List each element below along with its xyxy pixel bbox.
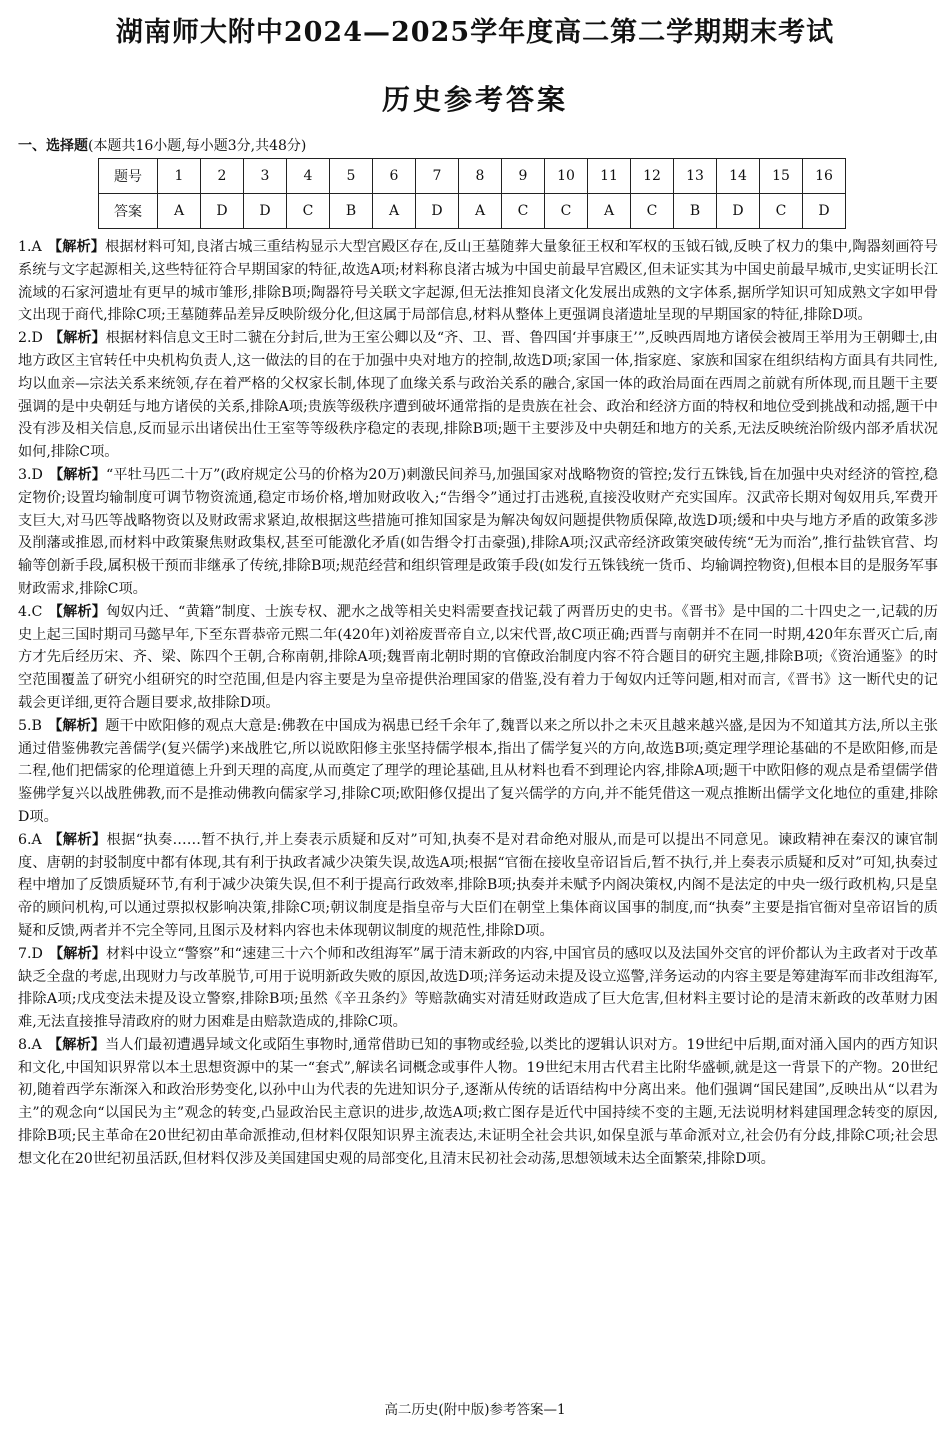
number-row-label: 题号 (99, 159, 158, 194)
answer-letter: A (588, 194, 631, 229)
analysis-tag: 【解析】 (47, 831, 107, 848)
explanation-item (18, 464, 938, 601)
analysis-tag: 【解析】 (47, 239, 106, 255)
question-number: 5 (330, 159, 373, 194)
answer-letter: B (674, 194, 717, 229)
answer-letter: D (416, 194, 459, 229)
analysis-tag: 【解析】 (47, 1036, 106, 1053)
answer-letter: D (244, 194, 287, 229)
answer-letter: C (545, 194, 588, 229)
explanation-list (18, 236, 938, 1171)
answer-table (98, 158, 846, 229)
answer-letter: B (330, 194, 373, 229)
question-number: 10 (545, 159, 588, 194)
explanation-text: 根据“执奏……暂不执行,并上奏表示质疑和反对”可知,执奏不是对君命绝对服从,而是可以提出不同意见。谏政精神在秦汉的谏官制度、唐朝的封驳制度中都有体现,其有利于执政者减少决策失误,故选A项;根据“官衙在接收皇帝诏旨后,暂不执行,并上奏表示质疑和反对”可知,执奏过程中增加了反馈质疑环节,有利于减少决策失误,但不利于提高行政效率,排除B项;执奏并未赋予内阁决策权,内阁不是法定的中央一级行政机构,只是皇帝的顾问机构,可以通过票拟权影响决策,排除C项;朝议制度是指皇帝与大臣们在朝堂上集体商议国事的制度,而“执奏”主要是指官衙对皇帝诏旨的质疑和反馈,两者并不完全等同,且图示及材料内容也未体现朝议制度的规范性,排除D项。 (18, 831, 938, 939)
question-number: 2 (201, 159, 244, 194)
question-number: 12 (631, 159, 674, 194)
explanation-text: 根据材料可知,良渚古城三重结构显示大型宫殿区存在,反山王墓随葬大量象征王权和军权的玉钺石钺,反映了权力的集中,陶器刻画符号系统与文字起源相关,这些特征符合早期国家的特征,故选A项;材料称良渚古城为中国史前最早宫殿区,但未证实其为中国史前最早城市,史实证明长江流域的石家河遗址有更早的城市雏形,排除B项;陶器符号关联文字起源,但无法推知良渚文化发展出成熟的文字体系,据所学知识可知成熟文字如甲骨文出现于商代,排除C项;王墓随葬品差异反映阶级分化,但这属于局部信息,材料从整体上更强调良渚遗址呈现的早期国家的特征,排除D项。 (18, 239, 938, 324)
question-number: 7 (416, 159, 459, 194)
item-number: 3.D (18, 466, 43, 483)
exam-title: 湖南师大附中2024—2025学年度高二第二学期期末考试 (115, 17, 835, 48)
answer-table-answer-row (99, 194, 846, 229)
item-number: 6.A (18, 831, 42, 848)
explanation-item (18, 715, 938, 829)
item-number: 1.A (18, 239, 42, 255)
analysis-tag: 【解析】 (48, 945, 107, 962)
question-number: 11 (588, 159, 631, 194)
document-subtitle: 历史参考答案 (381, 83, 568, 116)
answer-letter: A (158, 194, 201, 229)
question-number: 9 (502, 159, 545, 194)
section-heading (18, 135, 306, 155)
answer-letter: C (631, 194, 674, 229)
question-number: 4 (287, 159, 330, 194)
explanation-item (18, 327, 938, 464)
section-description: (本题共16小题,每小题3分,共48分) (88, 138, 307, 154)
question-number: 1 (158, 159, 201, 194)
answer-letter: A (459, 194, 502, 229)
explanation-item (18, 943, 938, 1034)
explanation-text: 当人们最初遭遇异域文化或陌生事物时,通常借助已知的事物或经验,以类比的逻辑认识对方。19世纪中后期,面对涌入国内的西方知识和文化,中国知识界常以本土思想资源中的某一“套式”,解读名词概念或事件人物。19世纪末用古代君主比附华盛顿,就是这一背景下的产物。20世纪初,随着西学东渐深入和政治形势变化,以孙中山为代表的先进知识分子,逐渐从传统的话语结构中分离出来。他们强调“国民建国”,反映出从“以君为主”的观念向“以国民为主”观念的转变,凸显政治民主意识的进步,故选A项;救亡图存是近代中国持续不变的主题,无法说明材料建国理念转变的原因,排除B项;民主革命在20世纪初由革命派推动,但材料仅限知识界主流表达,未证明全社会共识,如保皇派与革命派对立,社会仍有分歧,排除C项;社会思想文化在20世纪初虽活跃,但材料仅涉及美国建国史观的局部变化,且清末民初社会动荡,思想领域未达全面繁荣,排除D项。 (18, 1036, 938, 1167)
analysis-tag: 【解析】 (48, 330, 106, 347)
explanation-text: 匈奴内迁、“黄籍”制度、士族专权、淝水之战等相关史料需要查找记载了两晋历史的史书。《晋书》是中国的二十四史之一,记载的历史上起三国时期司马懿早年,下至东晋恭帝元熙二年(420年)刘裕废晋帝自立,以宋代晋,故C项正确;西晋与南朝并不在同一时期,420年东晋灭亡后,南方才先后经历宋、齐、梁、陈四个王朝,合称南朝,排除A项;魏晋南北朝时期的官僚政治制度内容不符合题目的研究主题,排除B项;《资治通鉴》的时空范围覆盖了研究小组研究的时空范围,但是内容主要是为皇帝提供治理国家的借鉴,没有着力于匈奴内迁等问题,相对而言,《晋书》这一断代史的记载会更详细,更符合题目要求,故排除D项。 (18, 603, 938, 711)
question-number: 6 (373, 159, 416, 194)
page-footer: 高二历史(附中版)参考答案—1 (384, 1402, 566, 1418)
answer-letter: D (201, 194, 244, 229)
answer-letter: A (373, 194, 416, 229)
item-number: 5.B (18, 717, 42, 734)
item-number: 8.A (18, 1036, 42, 1053)
question-number: 3 (244, 159, 287, 194)
explanation-item (18, 601, 938, 715)
explanation-item (18, 236, 938, 327)
question-number: 8 (459, 159, 502, 194)
item-number: 7.D (18, 945, 43, 962)
section-label: 一、选择题 (18, 138, 88, 154)
question-number: 13 (674, 159, 717, 194)
item-number: 4.C (18, 603, 43, 620)
answer-letter: C (287, 194, 330, 229)
explanation-text: 材料中设立“警察”和“速建三十六个师和改组海军”属于清末新政的内容,中国官员的感叹以及法国外交官的评价都认为主政者对于改革缺乏全盘的考虑,出现财力与改革脱节,可用于说明新政失败的原因,故选D项;洋务运动未提及设立巡警,洋务运动的内容主要是筹建海军而非改组海军,排除A项;戊戌变法未提及设立警察,排除B项;虽然《辛丑条约》等赔款确实对清廷财政造成了巨大危害,但材料主要讨论的是清末新政的改革财力困难,无法直接推导清政府的财力困难是由赔款造成的,排除C项。 (18, 945, 938, 1031)
explanation-item (18, 829, 938, 943)
item-number: 2.D (18, 330, 43, 347)
analysis-tag: 【解析】 (47, 717, 106, 734)
answer-letter: D (803, 194, 846, 229)
explanation-text: “平牡马匹二十万”(政府规定公马的价格为20万)刺激民间养马,加强国家对战略物资的管控;发行五铢钱,旨在加强中央对经济的管控,稳定物价;设置均输制度可调节物资流通,稳定市场价格,增加财政收入;“告缗令”通过打击逃税,直接没收财产充实国库。汉武帝长期对匈奴用兵,军费开支巨大,对马匹等战略物资以及财政需求紧迫,故根据这些措施可推知国家是为解决匈奴问题提供物质保障,故选D项;缓和中央与地方矛盾的政策多涉及削藩或推恩,而材料中政策聚焦财政集权,甚至可能激化矛盾(如告缗令打击豪强),排除A项;汉武帝经济政策突破传统“无为而治”,推行盐铁官营、均输等创新手段,属积极干预而非继承了传统,排除B项;规范经营和组织管理是政策手段(如发行五铢钱统一货币、均输调控物资),但根本目的是服务军事财政需求,排除C项。 (18, 466, 938, 597)
answer-letter: C (760, 194, 803, 229)
question-number: 14 (717, 159, 760, 194)
question-number: 15 (760, 159, 803, 194)
analysis-tag: 【解析】 (48, 603, 107, 620)
answer-row-label: 答案 (99, 194, 158, 229)
explanation-text: 根据材料信息文王时二虢在分封后,世为王室公卿以及“齐、卫、晋、鲁四国‘并事康王’”,反映西周地方诸侯会被周王举用为王朝卿士,由地方政区主官转任中央机构负责人,这一做法的目的在于加强中央对地方的控制,故选D项;家国一体,指家庭、家族和国家在组织结构方面具有共同性,均以血亲—宗法关系来统领,存在着严格的父权家长制,体现了血缘关系与政治关系的融合,家国一体的政治局面在西周之前就有所体现,而且题干主要强调的是中央朝廷与地方诸侯的关系,排除A项;贵族等级秩序遭到破坏通常指的是贵族在社会、政治和经济方面的特权和地位受到挑战和动摇,题干中没有涉及相关信息,反而显示出诸侯出仕王室等等级秩序稳定的表现,排除B项;题干主要涉及中央朝廷和地方的关系,无法反映统治阶级内部矛盾状况如何,排除C项。 (18, 330, 938, 461)
answer-table-number-row (99, 159, 846, 194)
analysis-tag: 【解析】 (48, 466, 106, 483)
answer-letter: C (502, 194, 545, 229)
explanation-item (18, 1034, 938, 1171)
question-number: 16 (803, 159, 846, 194)
answer-letter: D (717, 194, 760, 229)
explanation-text: 题干中欧阳修的观点大意是:佛教在中国成为祸患已经千余年了,魏晋以来之所以扑之未灭且越来越兴盛,是因为不知道其方法,所以主张通过借鉴佛教完善儒学(复兴儒学)来战胜它,所以说欧阳修主张坚持儒学根本,指出了儒学复兴的方向,故选B项;奠定理学理论基础的不是欧阳修,而是二程,他们把儒家的伦理道德上升到天理的高度,从而奠定了理学的理论基础,且从材料也看不到理论内容,排除A项;题干中欧阳修的观点是希望儒学借鉴佛学复兴以战胜佛教,而不是推动佛教向儒家学习,排除C项;欧阳修仅提出了复兴儒学的方向,并不能凭借这一观点推断出儒学文化地位的重建,排除D项。 (18, 717, 938, 825)
